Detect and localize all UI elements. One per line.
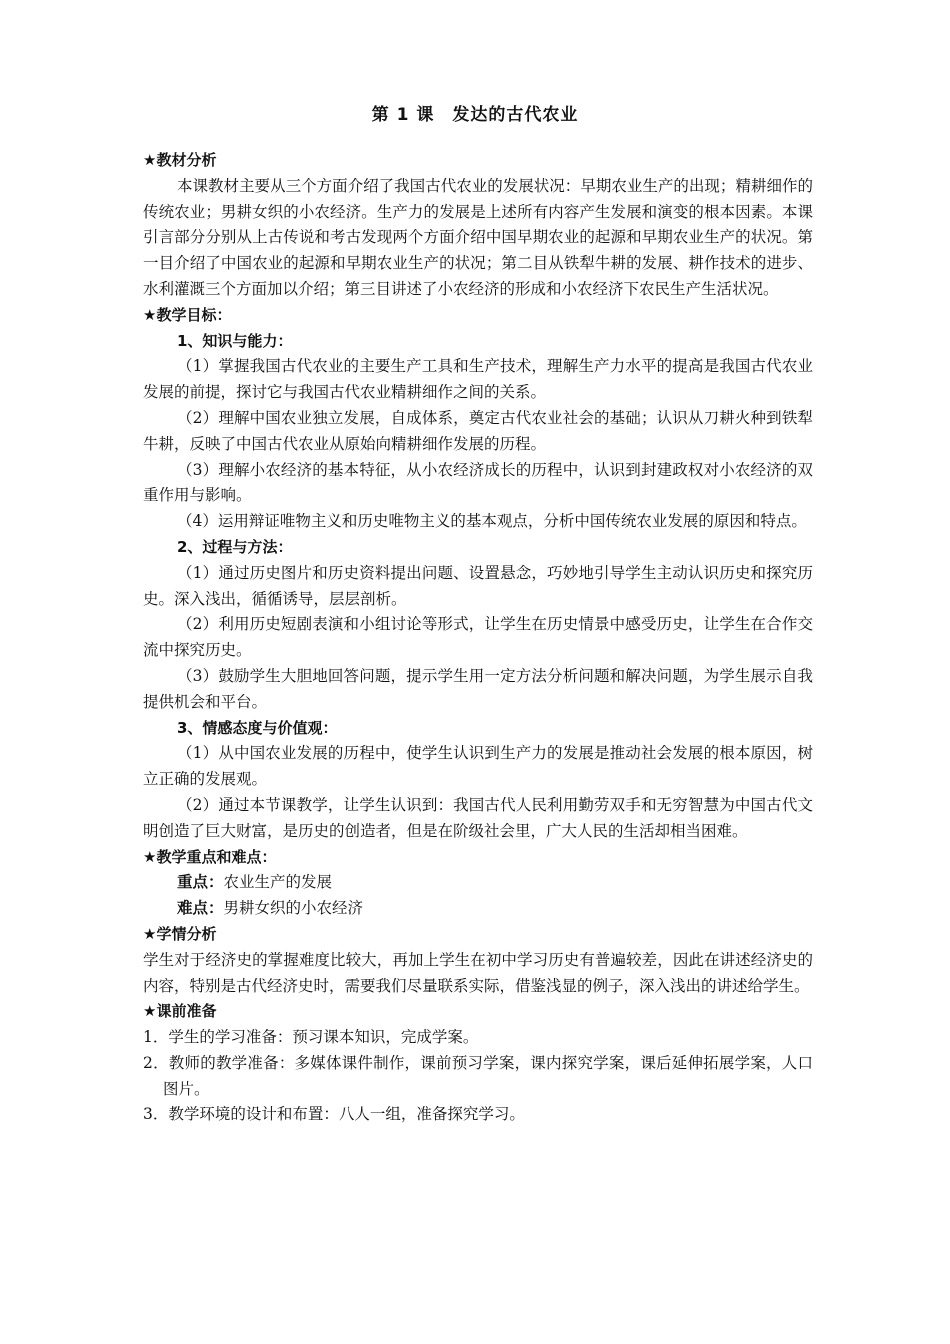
goal-subheading-process: 2、过程与方法： <box>177 537 293 556</box>
keypoint-value: 农业生产的发展 <box>223 873 333 892</box>
students-paragraph: 学生对于经济史的掌握难度比较大，再加上学生在初中学习历史有普遍较差，因此在讲述经济史的内容，特别是古代经济史时，需要我们尽量联系实际，借鉴浅显的例子，深入浅出的讲述给学生。 <box>143 950 813 995</box>
analysis-paragraph: 本课教材主要从三个方面介绍了我国古代农业的发展状况：早期农业生产的出现；精耕细作的传统农业；男耕女织的小农经济。生产力的发展是上述所有内容产生发展和演变的根本因素。本课引言部分分别从上古传说和考古发现两个方面介绍中国早期农业的起源和早期农业生产的状况。第一目介绍了中国农业的起源和早期农业生产的状况；第二目从铁犁牛耕的发展、耕作技术的进步、水利灌溉三个方面加以介绍；第三目讲述了小农经济的形成和小农经济下农民生产生活状况。 <box>143 176 813 298</box>
section-heading-prep: ★课前准备 <box>143 1002 217 1021</box>
document-body <box>143 148 813 1128</box>
goal-item: （2）理解中国农业独立发展，自成体系，奠定古代农业社会的基础；认识从刀耕火种到铁犁牛耕，反映了中国古代农业从原始向精耕细作发展的历程。 <box>143 408 813 453</box>
keypoint-row <box>143 870 813 896</box>
goal-subheading-knowledge: 1、知识与能力： <box>177 331 293 350</box>
goal-item: （1）掌握我国古代农业的主要生产工具和生产技术，理解生产力水平的提高是我国古代农业发展的前提，探讨它与我国古代农业精耕细作之间的关系。 <box>143 357 813 402</box>
difficulty-value: 男耕女织的小农经济 <box>223 899 364 918</box>
difficulty-label: 难点： <box>177 899 224 918</box>
section-heading-keypoints: ★教学重点和难点： <box>143 847 277 866</box>
section-heading-analysis: ★教材分析 <box>143 151 217 169</box>
goal-item: （3）理解小农经济的基本特征，从小农经济成长的历程中，认识到封建政权对小农经济的双重作用与影响。 <box>143 460 813 505</box>
prep-item: 3．教学环境的设计和布置：八人一组，准备探究学习。 <box>143 1105 525 1124</box>
section-heading-students: ★学情分析 <box>143 924 217 943</box>
goal-item: （2）通过本节课教学，让学生认识到：我国古代人民利用勤劳双手和无穷智慧为中国古代文明创造了巨大财富，是历史的创造者，但是在阶级社会里，广大人民的生活却相当困难。 <box>143 795 813 840</box>
keypoint-label: 重点： <box>177 873 224 892</box>
goal-item: （1）通过历史图片和历史资料提出问题、设置悬念，巧妙地引导学生主动认识历史和探究历史。深入浅出，循循诱导，层层剖析。 <box>143 563 813 608</box>
page-title: 第 1 课 发达的古代农业 <box>371 105 579 125</box>
difficulty-row <box>143 896 813 922</box>
goal-item: （2）利用历史短剧表演和小组讨论等形式，让学生在历史情景中感受历史，让学生在合作交流中探究历史。 <box>143 615 813 660</box>
goal-subheading-values: 3、情感态度与价值观： <box>177 718 338 737</box>
goal-item: （4）运用辩证唯物主义和历史唯物主义的基本观点，分析中国传统农业发展的原因和特点。 <box>177 512 807 531</box>
prep-item: 1．学生的学习准备：预习课本知识，完成学案。 <box>143 1028 479 1047</box>
section-heading-goals: ★教学目标： <box>143 305 232 324</box>
prep-item: 2．教师的教学准备：多媒体课件制作，课前预习学案，课内探究学案，课后延伸拓展学案，人口图片。 <box>143 1053 813 1098</box>
goal-item: （3）鼓励学生大胆地回答问题，提示学生用一定方法分析问题和解决问题，为学生展示自我提供机会和平台。 <box>143 666 813 711</box>
goal-item: （1）从中国农业发展的历程中，使学生认识到生产力的发展是推动社会发展的根本原因，树立正确的发展观。 <box>143 744 813 789</box>
